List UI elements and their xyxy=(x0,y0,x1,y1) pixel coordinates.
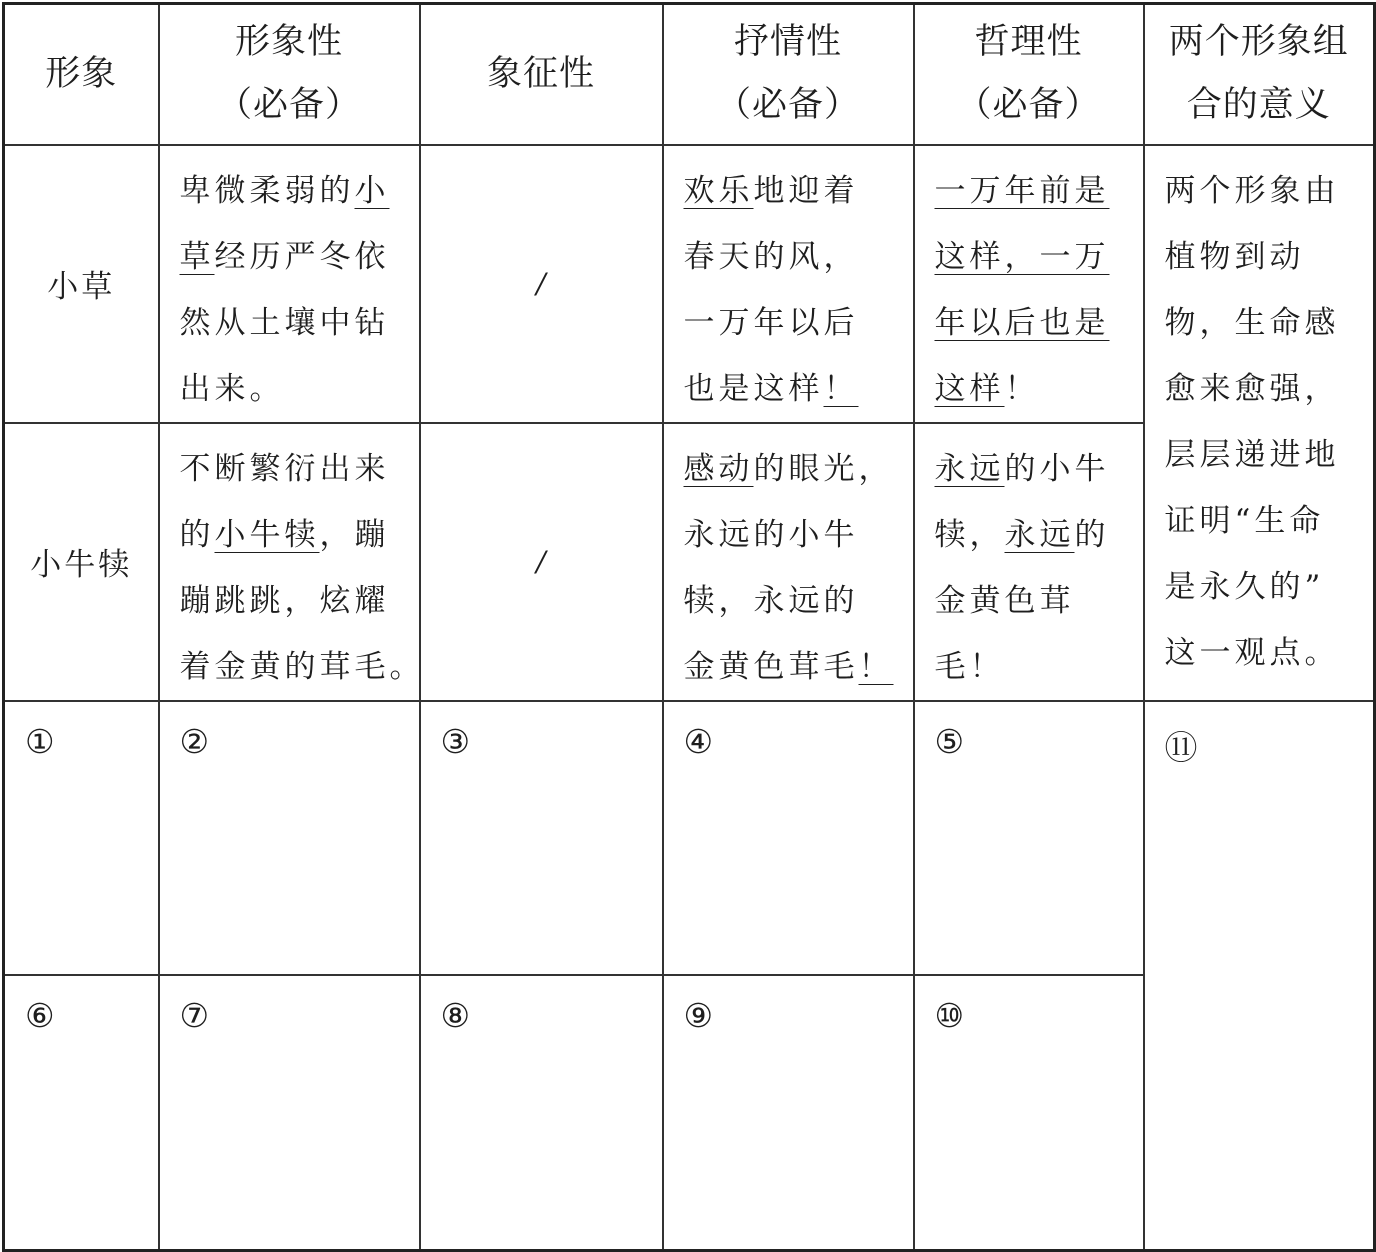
text-line xyxy=(684,158,895,224)
calf-lyricism-cell xyxy=(663,423,914,701)
header-lyricism xyxy=(663,4,914,145)
text-line xyxy=(684,224,895,290)
text-line xyxy=(684,502,895,568)
grass-symbolism-cell xyxy=(420,145,663,423)
answer-cell-8[interactable] xyxy=(420,975,663,1251)
header-symbolism xyxy=(420,4,663,145)
underlined-phrase: 年以后也是 xyxy=(934,304,1110,341)
underlined-phrase: ！ xyxy=(858,648,894,685)
meaning-line-7: 是永久的” xyxy=(1164,568,1325,605)
answer-cell-11[interactable] xyxy=(1144,701,1375,1251)
text-segment: 蹦跳跳，炫耀 xyxy=(179,582,390,619)
header-philosophy-required: （必备） xyxy=(956,85,1101,126)
text-line xyxy=(935,502,1125,568)
grass-lyricism-cell xyxy=(663,145,914,423)
answer-cell-3[interactable] xyxy=(420,701,663,975)
answer-cell-5[interactable] xyxy=(914,701,1144,975)
text-line xyxy=(684,634,895,700)
text-line xyxy=(935,634,1125,700)
header-meaning-line-1: 两个形象组 xyxy=(1168,22,1349,63)
text-segment: 出来。 xyxy=(179,370,285,407)
header-row xyxy=(4,4,1375,145)
text-segment: 金黄色茸 xyxy=(934,582,1075,619)
analysis-table-sheet xyxy=(2,2,1373,1237)
underlined-phrase: 一万年前是 xyxy=(934,172,1110,209)
text-line xyxy=(935,356,1125,422)
text-segment: 的小牛 xyxy=(1004,450,1110,487)
answer-marker-8: ⑧ xyxy=(440,995,471,1035)
grass-philosophy-cell xyxy=(914,145,1144,423)
meaning-line-4: 愈来愈强， xyxy=(1164,370,1340,407)
text-line xyxy=(180,290,401,356)
text-line xyxy=(684,356,895,422)
grass-imagery-cell xyxy=(159,145,420,423)
text-segment: 永远的小牛 xyxy=(683,516,859,553)
underlined-phrase: 草 xyxy=(179,238,215,275)
meaning-line-8: 这一观点。 xyxy=(1164,634,1340,671)
text-line xyxy=(684,290,895,356)
answer-cell-6[interactable] xyxy=(4,975,159,1251)
text-segment: 地迎着 xyxy=(753,172,859,209)
answer-cell-1[interactable] xyxy=(4,701,159,975)
underlined-phrase: 感动 xyxy=(683,450,754,487)
header-imagery-required: （必备） xyxy=(216,85,361,126)
text-line xyxy=(180,356,401,422)
meaning-line-3: 物，生命感 xyxy=(1164,304,1340,341)
underlined-phrase: 永远 xyxy=(1004,516,1075,553)
header-imagery xyxy=(159,4,420,145)
text-line xyxy=(180,568,401,634)
header-lyricism-required: （必备） xyxy=(715,85,860,126)
answer-marker-6: ⑥ xyxy=(25,995,55,1035)
meaning-line-5: 层层递进地 xyxy=(1164,436,1340,473)
underlined-phrase: 这样，一万 xyxy=(934,238,1110,275)
row-image-calf-label: 小牛犊 xyxy=(30,547,133,583)
text-segment: 也是这样 xyxy=(683,370,824,407)
text-segment: 的眼光， xyxy=(753,450,894,487)
answer-cell-2[interactable] xyxy=(159,701,420,975)
text-line xyxy=(935,158,1125,224)
row-image-grass-label: 小草 xyxy=(47,269,116,305)
answer-marker-9: ⑨ xyxy=(683,995,714,1035)
answer-marker-3: ③ xyxy=(440,721,471,761)
answer-marker-1: ① xyxy=(25,721,55,761)
header-philosophy xyxy=(914,4,1144,145)
grass-symbolism-slash: / xyxy=(536,267,546,300)
text-segment: 的 xyxy=(179,516,215,553)
answer-marker-5: ⑤ xyxy=(934,721,965,761)
image-analysis-table xyxy=(2,2,1376,1252)
table-row-grass xyxy=(4,145,1375,423)
header-meaning-line-2: 合的意义 xyxy=(1186,85,1331,126)
text-line xyxy=(180,436,401,502)
text-segment: 卑微柔弱的 xyxy=(179,172,355,209)
answer-marker-2: ② xyxy=(179,721,210,761)
text-line xyxy=(180,224,401,290)
text-segment: 犊， xyxy=(934,516,1005,553)
meaning-line-2: 植物到动 xyxy=(1164,238,1305,275)
meaning-line-6: 证明“生命 xyxy=(1164,502,1325,539)
text-line xyxy=(180,502,401,568)
answer-cell-7[interactable] xyxy=(159,975,420,1251)
calf-symbolism-cell xyxy=(420,423,663,701)
text-segment: 毛！ xyxy=(934,648,1005,685)
header-image-label: 形象 xyxy=(45,53,118,94)
answer-cell-4[interactable] xyxy=(663,701,914,975)
calf-symbolism-slash: / xyxy=(536,545,546,578)
header-imagery-label: 形象性 xyxy=(234,22,343,63)
underlined-phrase: 小牛犊 xyxy=(214,516,320,553)
text-segment: 着金黄的茸毛。 xyxy=(179,648,425,685)
header-image xyxy=(4,4,159,145)
text-line xyxy=(684,568,895,634)
text-segment: ！ xyxy=(1004,370,1040,407)
text-segment: 不断繁衍出来 xyxy=(179,450,390,487)
underlined-phrase: 小 xyxy=(354,172,390,209)
meaning-line-1: 两个形象由 xyxy=(1164,172,1340,209)
row-image-grass xyxy=(4,145,159,423)
header-lyricism-label: 抒情性 xyxy=(733,22,842,63)
underlined-phrase: 这样 xyxy=(934,370,1005,407)
text-segment: ，蹦 xyxy=(319,516,390,553)
text-line xyxy=(935,436,1125,502)
calf-philosophy-cell xyxy=(914,423,1144,701)
text-segment: 经历严冬依 xyxy=(214,238,390,275)
text-line xyxy=(935,290,1125,356)
text-segment: 春天的风， xyxy=(683,238,859,275)
text-segment: 一万年以后 xyxy=(683,304,859,341)
text-segment: 的 xyxy=(1074,516,1110,553)
text-line xyxy=(180,158,401,224)
header-meaning xyxy=(1144,4,1375,145)
answer-marker-10: ⑩ xyxy=(934,995,965,1035)
underlined-phrase: 永远 xyxy=(934,450,1005,487)
text-line xyxy=(935,224,1125,290)
underlined-phrase: 欢乐 xyxy=(683,172,754,209)
answer-cell-10[interactable] xyxy=(914,975,1144,1251)
calf-imagery-cell xyxy=(159,423,425,701)
text-segment: 犊，永远的 xyxy=(683,582,859,619)
answer-marker-7: ⑦ xyxy=(179,995,210,1035)
row-image-calf xyxy=(4,423,159,701)
text-line xyxy=(935,568,1125,634)
answer-marker-11: ⑪ xyxy=(1164,727,1198,767)
text-line xyxy=(684,436,895,502)
answer-cell-9[interactable] xyxy=(663,975,914,1251)
text-segment: 然从土壤中钻 xyxy=(179,304,390,341)
answer-marker-4: ④ xyxy=(683,721,714,761)
header-philosophy-label: 哲理性 xyxy=(974,22,1083,63)
meaning-cell xyxy=(1144,145,1375,701)
text-segment: 金黄色茸毛 xyxy=(683,648,859,685)
text-line xyxy=(179,634,425,700)
blank-row-1 xyxy=(4,701,1375,975)
underlined-phrase: ！ xyxy=(823,370,859,407)
header-symbolism-label: 象征性 xyxy=(486,53,595,94)
